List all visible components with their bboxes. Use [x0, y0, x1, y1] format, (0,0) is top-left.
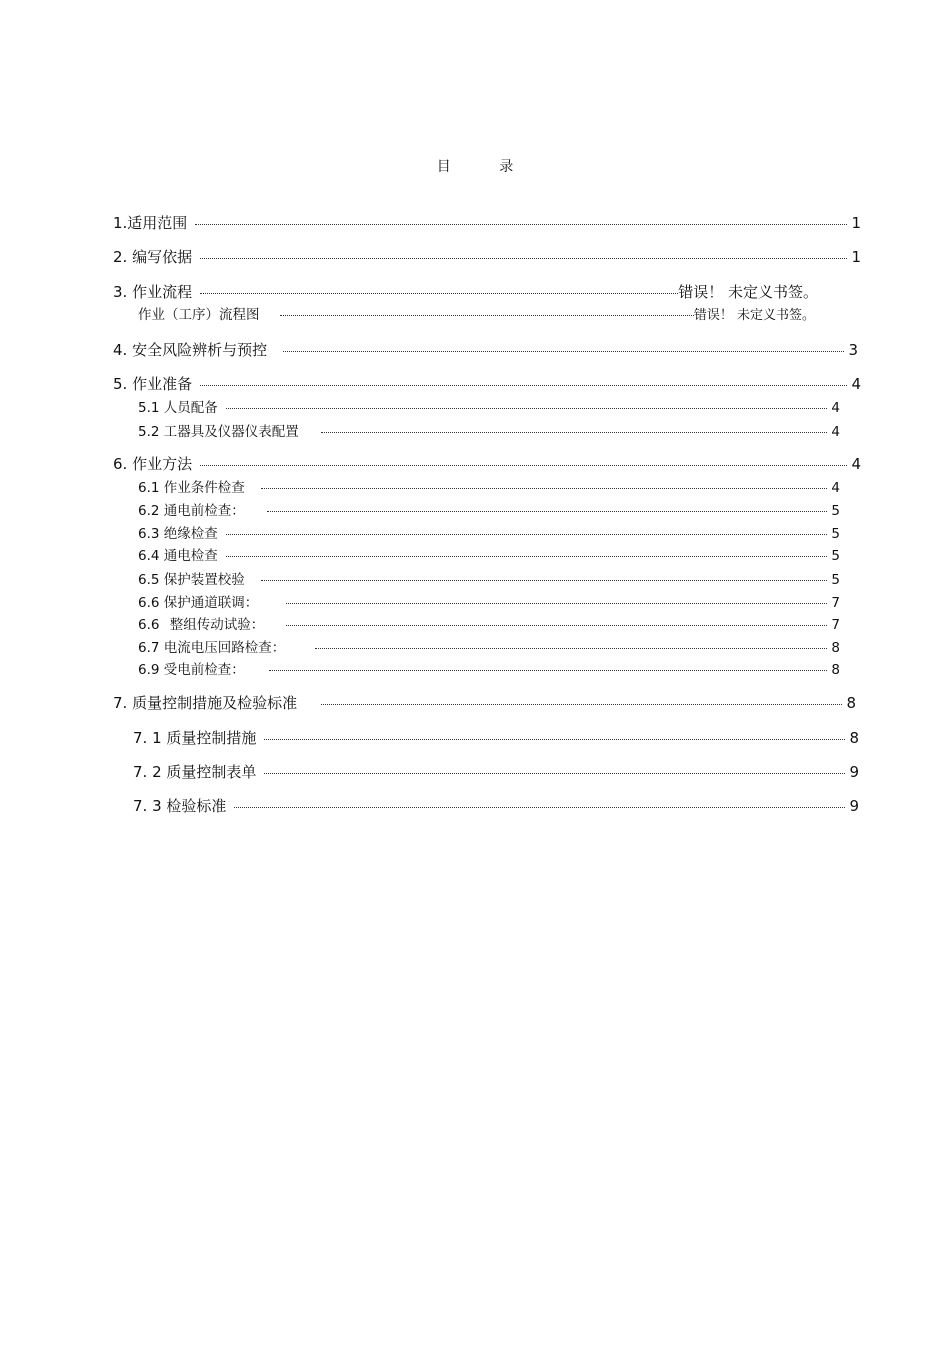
toc-entry[interactable]: [113, 212, 861, 233]
dot-leader: [226, 534, 828, 535]
toc-entry-page: 4: [831, 400, 840, 416]
toc-entry-label: 6.1 作业条件检查: [138, 480, 245, 496]
toc-entry-page: 8: [846, 694, 856, 712]
toc-entry[interactable]: [138, 544, 840, 564]
toc-entry-label: 6.4 通电检查: [138, 548, 218, 564]
toc-entry-label: 5.2 工器具及仪器仪表配置: [138, 424, 299, 440]
toc-entry-label: 4. 安全风险辨析与预控: [113, 341, 268, 359]
dot-leader: [267, 511, 828, 512]
toc-entry[interactable]: [138, 420, 840, 440]
toc-entry-label: 6.9 受电前检查：: [138, 662, 245, 678]
dot-leader: [226, 556, 828, 557]
toc-entry[interactable]: [133, 761, 859, 782]
dot-leader: [261, 580, 828, 581]
toc-entry[interactable]: [138, 522, 840, 542]
toc-entry[interactable]: [113, 453, 861, 474]
dot-leader: [286, 603, 827, 604]
toc-entry[interactable]: [138, 396, 840, 416]
toc-entry-page: 8: [831, 640, 840, 656]
toc-title: 目 录: [436, 159, 536, 175]
toc-entry-page: 4: [831, 424, 840, 440]
toc-entry[interactable]: [138, 613, 840, 633]
toc-entry-page: 5: [831, 526, 840, 542]
toc-entry-page: 错误！ 未定义书签。: [678, 283, 818, 301]
toc-entry[interactable]: [113, 281, 818, 302]
toc-entry[interactable]: [113, 373, 861, 394]
toc-entry-page: 5: [831, 548, 840, 564]
toc-entry-label: 6.3 绝缘检查: [138, 526, 218, 542]
toc-entry-page: 9: [849, 797, 859, 815]
dot-leader: [280, 315, 694, 316]
dot-leader: [264, 773, 845, 774]
toc-entry-label: 6.6 保护通道联调：: [138, 595, 259, 611]
toc-entry-page: 错误！ 未定义书签。: [693, 308, 815, 323]
dot-leader: [195, 224, 847, 225]
toc-entry-label: 7. 3 检验标准: [133, 797, 227, 815]
dot-leader: [226, 408, 828, 409]
toc-entry-label: 7. 质量控制措施及检验标准: [113, 694, 298, 712]
toc-entry[interactable]: [138, 636, 840, 656]
dot-leader: [234, 807, 845, 808]
dot-leader: [269, 670, 828, 671]
toc-entry-page: 1: [851, 214, 861, 232]
toc-entry-label: 6.5 保护装置校验: [138, 572, 245, 588]
toc-entry-label: 6.2 通电前检查：: [138, 503, 245, 519]
toc-entry-page: 8: [831, 662, 840, 678]
dot-leader: [283, 351, 844, 352]
dot-leader: [321, 432, 828, 433]
toc-entry-page: 5: [831, 503, 840, 519]
dot-leader: [200, 465, 847, 466]
toc-entry-label: 5. 作业准备: [113, 375, 193, 393]
dot-leader: [315, 648, 827, 649]
toc-entry[interactable]: [138, 303, 815, 323]
toc-entry-label: 作业（工序）流程图: [138, 307, 260, 323]
dot-leader: [264, 739, 845, 740]
toc-entry[interactable]: [113, 246, 861, 267]
toc-entry-page: 3: [848, 341, 858, 359]
toc-entry[interactable]: [138, 591, 840, 611]
toc-entry-page: 8: [849, 729, 859, 747]
toc-entry-label: 5.1 人员配备: [138, 400, 218, 416]
toc-entry[interactable]: [133, 727, 859, 748]
toc-entry-page: 1: [851, 248, 861, 266]
dot-leader: [261, 488, 828, 489]
toc-entry-label: 6. 作业方法: [113, 455, 193, 473]
toc-entry-page: 9: [849, 763, 859, 781]
toc-entry-page: 4: [851, 375, 861, 393]
toc-entry-label: 2. 编写依据: [113, 248, 193, 266]
toc-entry-text: 整组传动试验：: [169, 617, 265, 633]
toc-entry-page: 7: [831, 595, 840, 611]
toc-entry-page: 4: [851, 455, 861, 473]
toc-entry-label: 3. 作业流程: [113, 283, 193, 301]
toc-entry[interactable]: [113, 692, 856, 713]
toc-entry-label: 7. 2 质量控制表单: [133, 763, 257, 781]
toc-entry-page: 5: [831, 572, 840, 588]
toc-entry-label: 6.6 整组传动试验：: [138, 617, 265, 633]
toc-entry[interactable]: [138, 476, 840, 496]
dot-leader: [200, 385, 847, 386]
toc-entry[interactable]: [138, 658, 840, 678]
toc-entry[interactable]: [138, 568, 840, 588]
toc-entry[interactable]: [133, 795, 859, 816]
toc-entry-label: 6.7 电流电压回路检查：: [138, 640, 286, 656]
dot-leader: [286, 625, 827, 626]
toc-entry-page: 4: [831, 480, 840, 496]
toc-entry-label: 7. 1 质量控制措施: [133, 729, 257, 747]
toc-entry-page: 7: [831, 617, 840, 633]
toc-entry[interactable]: [138, 499, 840, 519]
dot-leader: [321, 704, 842, 705]
toc-entry[interactable]: [113, 339, 858, 360]
toc-entry-label: 1.适用范围: [113, 214, 188, 232]
dot-leader: [200, 293, 678, 294]
dot-leader: [200, 258, 847, 259]
